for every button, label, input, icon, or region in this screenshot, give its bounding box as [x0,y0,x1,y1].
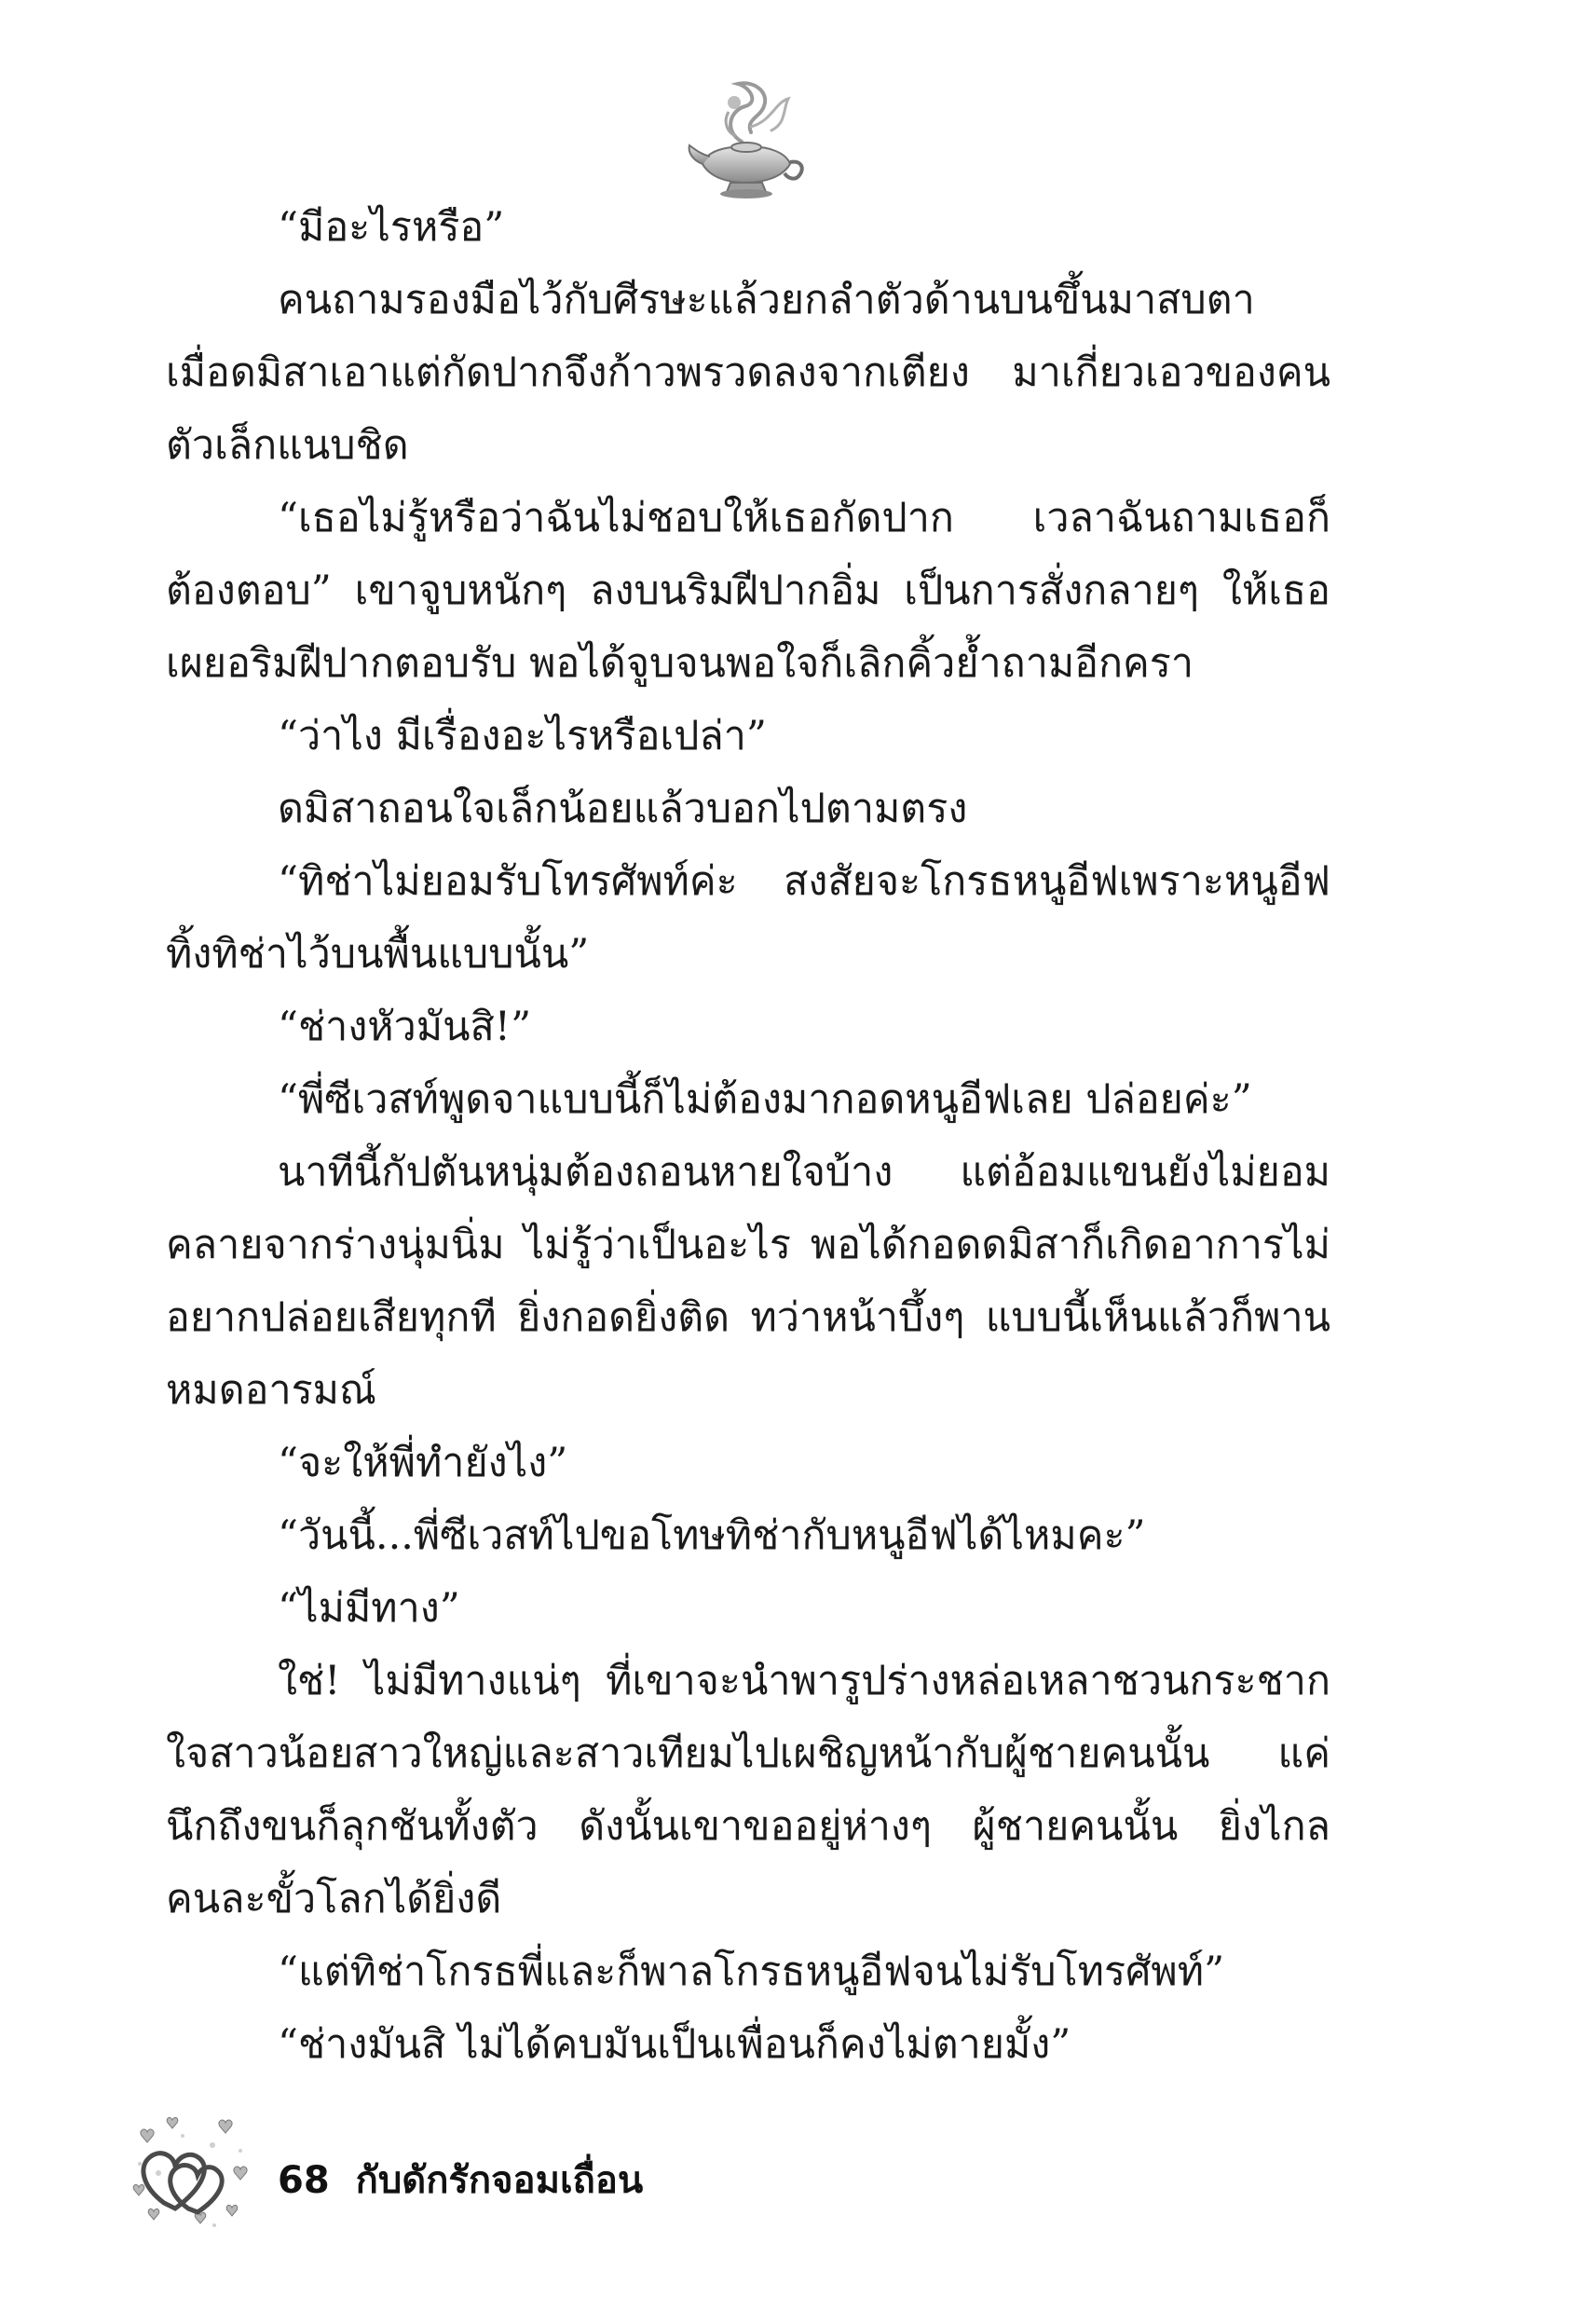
hearts-ornament-icon [130,2117,252,2236]
footer-running-text [278,2153,643,2208]
paragraph-3: “เธอไม่รู้หรือว่าฉันไม่ชอบให้เธอกัดปาก เวลาฉันถามเธอก็ต้องตอบ” เขาจูบหนักๆ ลงบนริมฝีปากอิ่ม เป็นการสั่งกลายๆ ให้เธอเผยอริมฝีปากตอบรับ พอได้จูบจนพอใจก็เลิกคิ้วย้ำถามอีกครา [166,495,1330,687]
page-number: 68 [278,2159,330,2202]
paragraph-12: “ไม่มีทาง” [278,1585,460,1632]
paragraph-5: ดมิสาถอนใจเล็กน้อยแล้วบอกไปตามตรง [278,786,968,832]
paragraph-11: “วันนี้...พี่ซีเวสท์ไปขอโทษทิช่ากับหนูอีฟได้ไหมคะ” [278,1512,1146,1559]
page-footer [130,2117,876,2238]
paragraph-8: “พี่ซีเวสท์พูดจาแบบนี้ก็ไม่ต้องมากอดหนูอีฟเลย ปล่อยค่ะ” [278,1076,1252,1123]
paragraph-13: ใช่! ไม่มีทางแน่ๆ ที่เขาจะนำพารูปร่างหล่อเหลาชวนกระชากใจสาวน้อยสาวใหญ่และสาวเทียมไปเผชิญหน้ากับผู้ชายคนนั้น แค่นึกถึงขนก็ลุกชันทั้งตัว ดังนั้นเขาขออยู่ห่างๆ ผู้ชายคนนั้น ยิ่งไกลคนละขั้วโลกได้ยิ่งดี [166,1658,1330,1922]
paragraph-9: นาทีนี้กัปตันหนุ่มต้องถอนหายใจบ้าง แต่อ้อมแขนยังไม่ยอมคลายจากร่างนุ่มนิ่ม ไม่รู้ว่าเป็นอะไร พอได้กอดดมิสาก็เกิดอาการไม่อยากปล่อยเสียทุกที ยิ่งกอดยิ่งติด ทว่าหน้าบึ้งๆ แบบนี้เห็นแล้วก็พานหมดอารมณ์ [166,1149,1330,1414]
book-title: กับดักรักจอมเถื่อน [355,2159,644,2202]
paragraph-4: “ว่าไง มีเรื่องอะไรหรือเปล่า” [278,713,767,759]
paragraph-6: “ทิช่าไม่ยอมรับโทรศัพท์ค่ะ สงสัยจะโกรธหนูอีฟเพราะหนูอีฟทิ้งทิช่าไว้บนพื้นแบบนั้น” [166,858,1330,978]
paragraph-15: “ช่างมันสิ ไม่ได้คบมันเป็นเพื่อนก็คงไม่ตายมั้ง” [278,2021,1071,2068]
genie-lamp-icon [686,75,807,200]
paragraph-1: “มีอะไรหรือ” [278,204,505,251]
paragraph-10: “จะให้พี่ทำยังไง” [278,1440,568,1486]
paragraph-7: “ช่างหัวมันสิ!” [278,1004,532,1050]
paragraph-14: “แต่ทิช่าโกรธพี่และก็พาลโกรธหนูอีฟจนไม่รับโทรศัพท์” [278,1949,1225,1995]
page-body [166,191,1330,2081]
paragraph-2: คนถามรองมือไว้กับศีรษะแล้วยกลำตัวด้านบนขึ้นมาสบตา เมื่อดมิสาเอาแต่กัดปากจึงก้าวพรวดลงจากเตียง มาเกี่ยวเอวของคนตัวเล็กแนบชิด [166,277,1330,469]
